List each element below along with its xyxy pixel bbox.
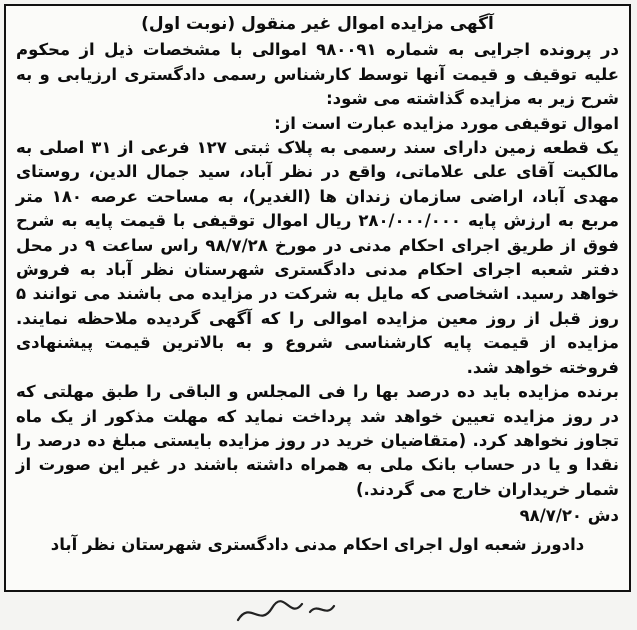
notice-title: آگهی مزایده اموال غیر منقول (نوبت اول) — [141, 14, 494, 34]
notice-frame — [4, 4, 631, 592]
notice-body — [16, 12, 619, 557]
notice-intro: در پرونده اجرایی به شماره ۹۸۰۰۹۱ اموالی با مشخصات ذیل از محکوم علیه توقیف و قیمت آنها توسط کارشناس رسمی دادگستری ارزیابی و به شرح زیر به مزایده گذاشته می شود: — [16, 40, 619, 109]
auction-terms: برنده مزایده باید ده درصد بها را فی المجلس و الباقی را طبق مهلتی که در روز مزایده تعیین خواهد شد پرداخت نماید که مهلت مذکور از یک ماه تجاوز نخواهد کرد. (متقاضیان خرید در روز مزایده بایستی مبلغ ده درصد را نقدا و یا در حساب بانک ملی به همراه داشته باشند در غیر این صورت از شمار خریداران خارج می گردند.) — [16, 382, 619, 499]
handwritten-mark — [230, 590, 340, 630]
items-heading: اموال توقیفی مورد مزایده عبارت است از: — [274, 113, 619, 133]
notice-date: دش ۹۸/۷/۲۰ — [519, 506, 619, 526]
property-description: یک قطعه زمین دارای سند رسمی به پلاک ثبتی ۱۲۷ فرعی از ۳۱ اصلی به مالکیت آقای علی علاماتی، واقع در نظر آباد، سید جمال الدین، روستای مهدی آباد، اراضی سازمان زندان ها (الغدیر)، به مساحت عرصه ۱۸۰ متر مربع به ارزش پایه ۲۸۰/۰۰۰/۰۰۰ ریال اموال توقیفی با قیمت پایه به شرح فوق از طریق اجرای احکام مدنی در مورخ ۹۸/۷/۲۸ راس ساعت ۹ در محل دفتر شعبه اجرای احکام مدنی دادگستری شهرستان نظر آباد به فروش خواهد رسید. اشخاصی که مایل به شرکت در مزایده می باشند می توانند ۵ روز قبل از روز معین مزایده اموالی را که آگهی گردیده ملاحظه نمایند. مزایده از قیمت پایه کارشناسی شروع و به بالاترین قیمت پیشنهادی فروخته خواهد شد. — [16, 138, 619, 377]
notice-signature: دادورز شعبه اول اجرای احکام مدنی دادگستری شهرستان نظر آباد — [50, 534, 585, 554]
